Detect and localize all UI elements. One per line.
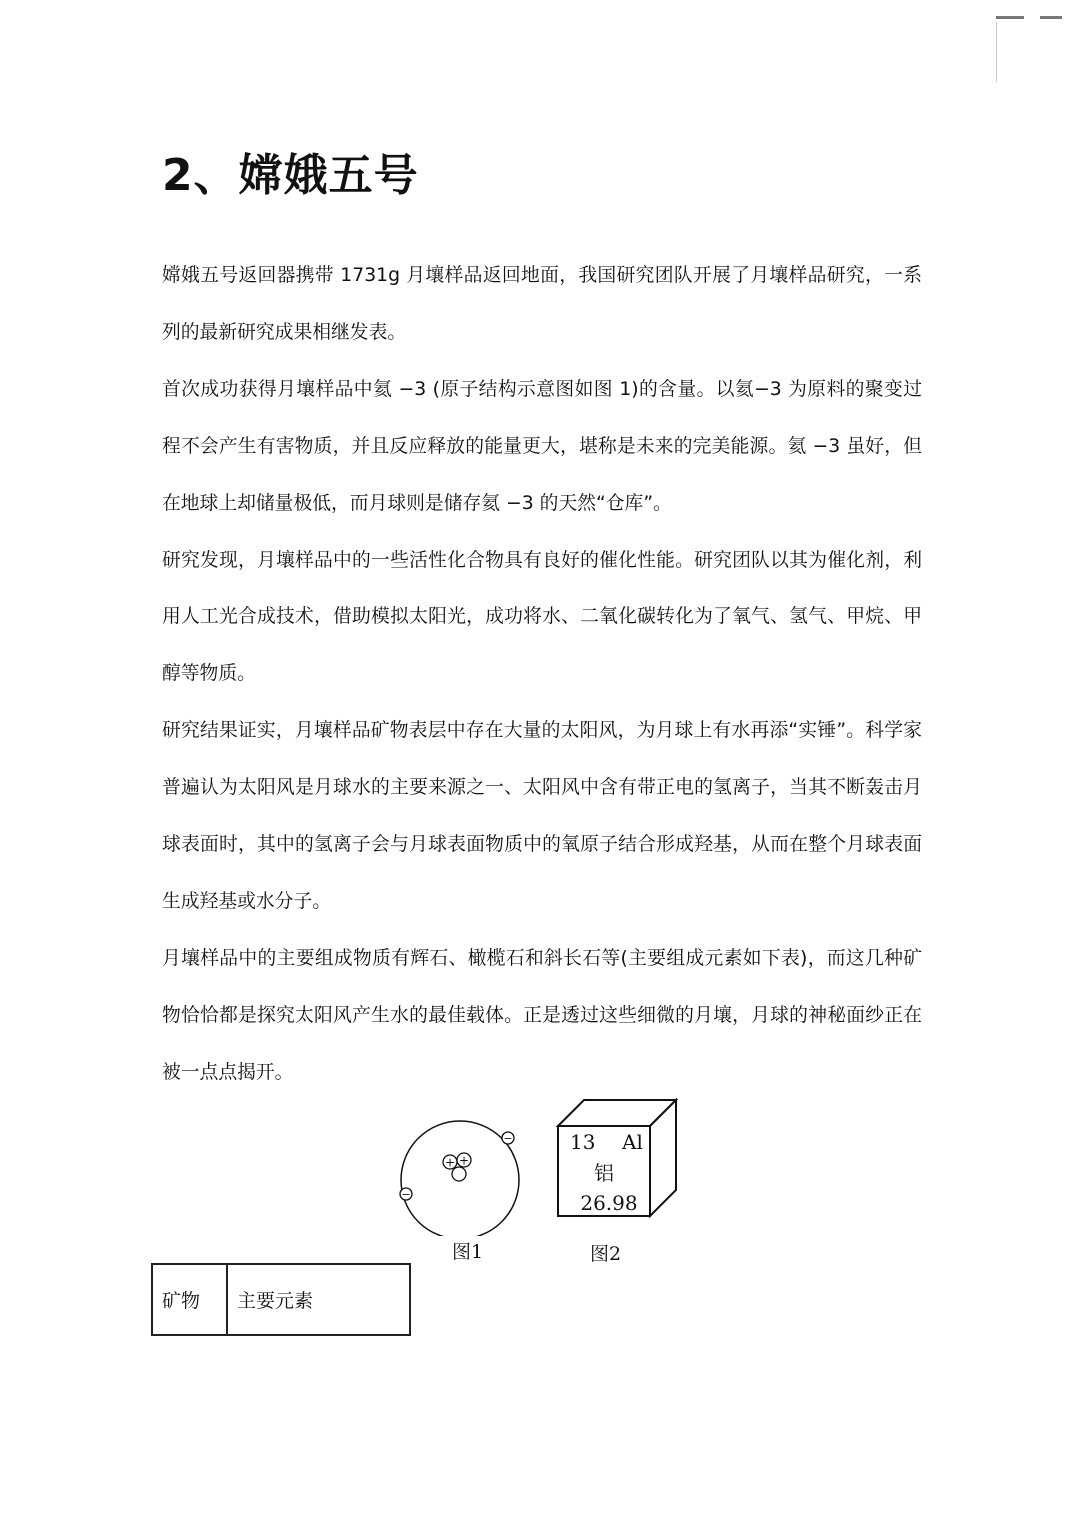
column-header-main-elements: 主要元素 — [227, 1264, 410, 1335]
paragraph-5: 月壤样品中的主要组成物质有辉石、橄榄石和斜长石等(主要组成元素如下表)，而这几种矿物恰恰都是探究太阳风产生水的最佳载体。正是透过这些细微的月壤，月球的神秘面纱正在被一点点揭开。 — [162, 947, 922, 1083]
paragraph-2: 首次成功获得月壤样品中氦 −3 (原子结构示意图如图 1)的含量。以氦−3 为原料的聚变过程不会产生有害物质，并且反应释放的能量更大，堪称是未来的完美能源。氦 −3 虽好，但在地球上却储量极低，而月球则是储存氦 −3 的天然“仓库”。 — [162, 378, 922, 514]
mineral-elements-table — [151, 1263, 411, 1336]
column-header-mineral: 矿物 — [152, 1264, 227, 1335]
section-title: 2、嫦娥五号 — [162, 150, 419, 201]
paragraph-3: 研究发现，月壤样品中的一些活性化合物具有良好的催化性能。研究团队以其为催化剂，利用人工光合成技术，借助模拟太阳光，成功将水、二氧化碳转化为了氧气、氢气、甲烷、甲醇等物质。 — [162, 549, 922, 685]
paragraph-4: 研究结果证实，月壤样品矿物表层中存在大量的太阳风，为月球上有水再添“实锤”。科学家普遍认为太阳风是月球水的主要来源之一、太阳风中含有带正电的氢离子，当其不断轰击月球表面时，其中的氢离子会与月球表面物质中的氧原子结合形成羟基，从而在整个月球表面生成羟基或水分子。 — [162, 720, 922, 912]
atomic-number: 13 — [570, 1130, 596, 1154]
electron-2-sign: − — [401, 1188, 411, 1201]
article-body — [162, 248, 922, 1102]
figure-1-caption: 图1 — [452, 1241, 484, 1263]
electron-1-sign: − — [503, 1132, 513, 1145]
aluminium-element-cube — [548, 1092, 688, 1222]
element-symbol: Al — [622, 1130, 643, 1154]
figure-2-caption: 图2 — [590, 1243, 622, 1265]
element-name: 铝 — [594, 1161, 614, 1185]
corner-scan-mark — [996, 10, 1066, 84]
table-header-row — [152, 1264, 410, 1335]
helium-atom-diagram — [390, 1108, 530, 1236]
proton-1-sign: + — [444, 1155, 456, 1170]
paragraph-1: 嫦娥五号返回器携带 1731g 月壤样品返回地面，我国研究团队开展了月壤样品研究，一系列的最新研究成果相继发表。 — [162, 265, 922, 343]
proton-2-sign: + — [458, 1153, 470, 1168]
atomic-mass: 26.98 — [580, 1191, 638, 1215]
